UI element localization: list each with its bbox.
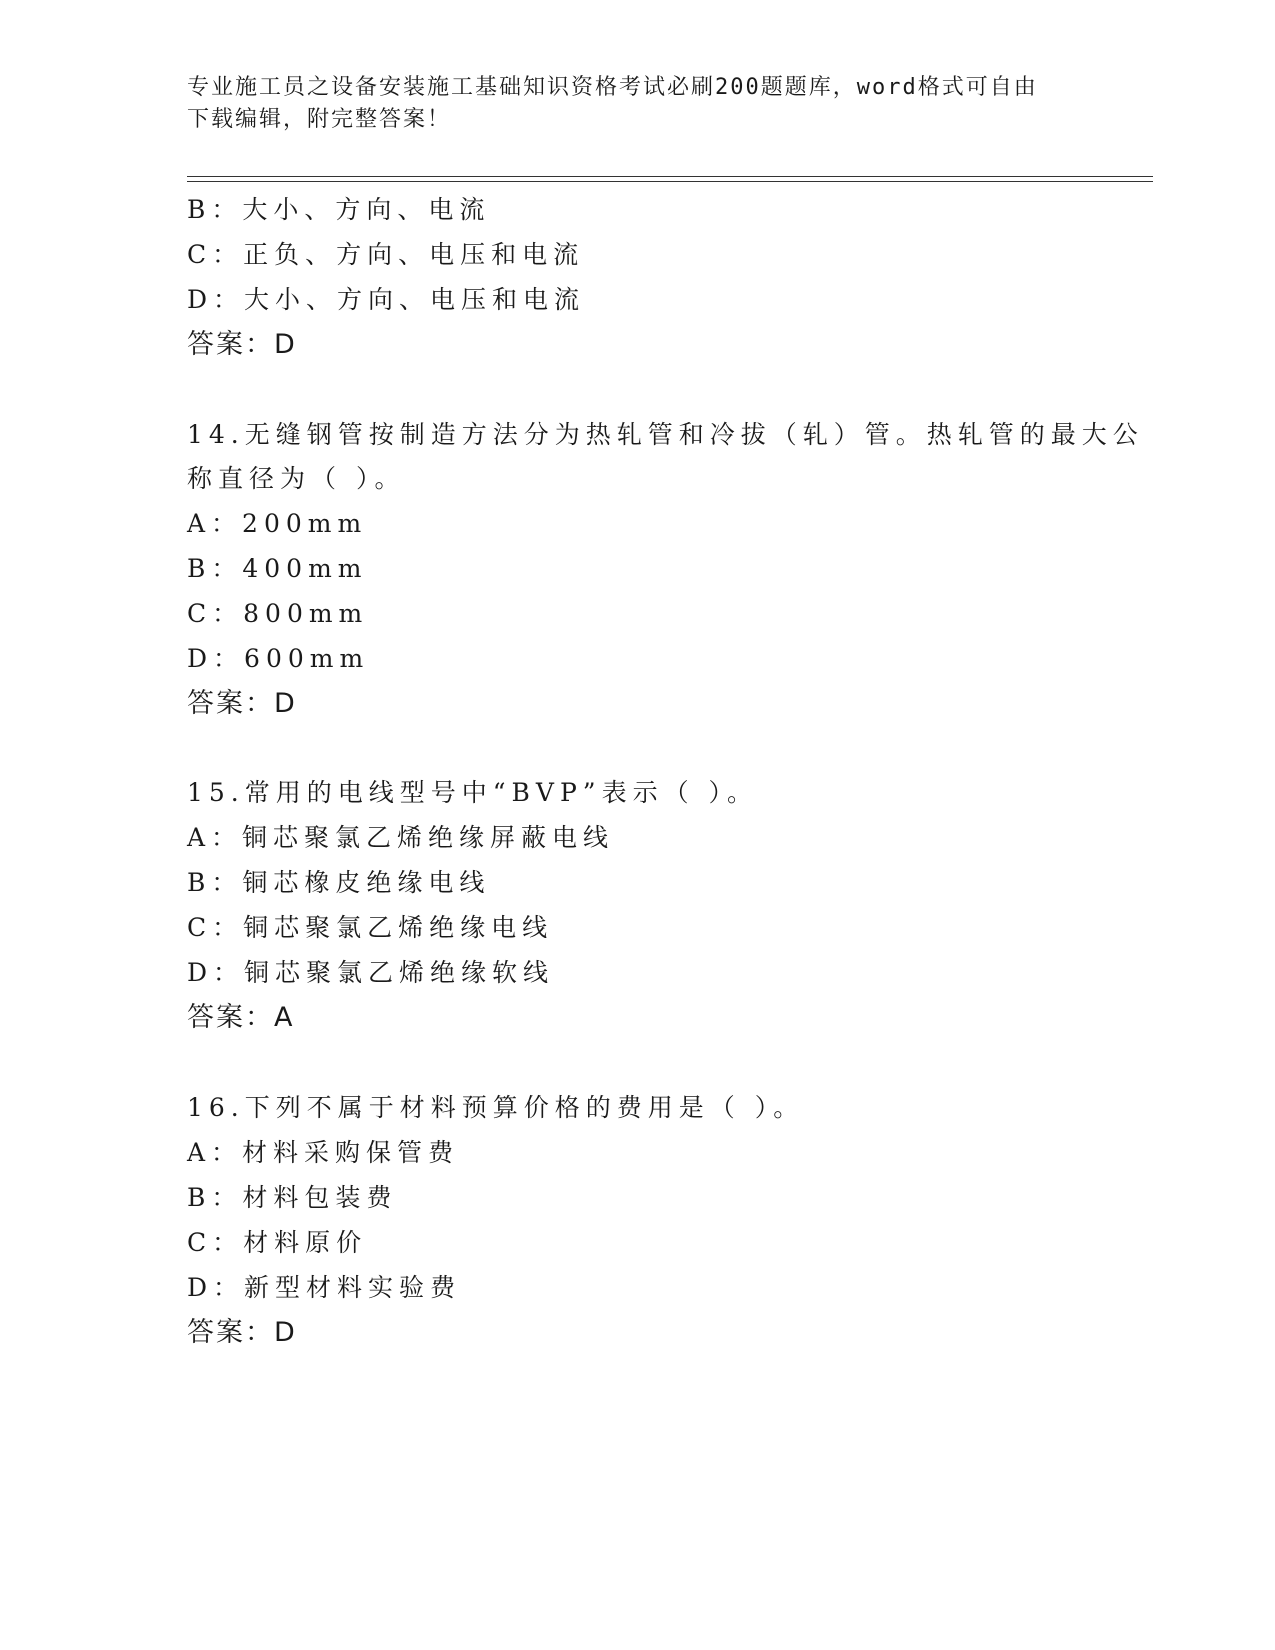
q14-option-d: D：600mm — [187, 644, 370, 673]
q16-option-c: C：材料原价 — [187, 1228, 368, 1257]
q14-option-c: C：800mm — [187, 599, 369, 628]
q16-question: 16.下列不属于材料预算价格的费用是（ ）。 — [187, 1093, 805, 1122]
q16-option-b: B：材料包装费 — [187, 1183, 398, 1212]
q16-answer: 答案：D — [187, 1317, 297, 1348]
q14-answer: 答案：D — [187, 688, 297, 719]
q16-option-a: A：材料采购保管费 — [187, 1138, 460, 1167]
header-divider-top — [187, 176, 1153, 177]
q14-option-b: B：400mm — [187, 554, 368, 583]
q15-question: 15.常用的电线型号中“BVP”表示（ ）。 — [187, 778, 759, 807]
q14-question-line-1: 14.无缝钢管按制造方法分为热轧管和冷拔（轧）管。热轧管的最大公 — [187, 420, 1144, 449]
q15-option-d: D：铜芯聚氯乙烯绝缘软线 — [187, 958, 555, 987]
q14-option-a: A：200mm — [187, 509, 368, 538]
q13-answer: 答案：D — [187, 329, 297, 360]
header-divider-bottom — [187, 181, 1153, 182]
q15-option-c: C：铜芯聚氯乙烯绝缘电线 — [187, 913, 554, 942]
header-title-line-1: 专业施工员之设备安装施工基础知识资格考试必刷200题题库，word格式可自由 — [187, 75, 1038, 100]
q15-option-a: A：铜芯聚氯乙烯绝缘屏蔽电线 — [187, 823, 615, 852]
q16-option-d: D：新型材料实验费 — [187, 1273, 462, 1302]
q14-question-line-2: 称直径为（ ）。 — [187, 464, 406, 493]
q13-option-d: D：大小、方向、电压和电流 — [187, 285, 586, 314]
q15-answer: 答案：A — [187, 1002, 295, 1033]
q13-option-c: C：正负、方向、电压和电流 — [187, 240, 585, 269]
q13-option-b: B：大小、方向、电流 — [187, 195, 491, 224]
q15-option-b: B：铜芯橡皮绝缘电线 — [187, 868, 491, 897]
header-title-line-2: 下载编辑，附完整答案！ — [187, 107, 452, 132]
